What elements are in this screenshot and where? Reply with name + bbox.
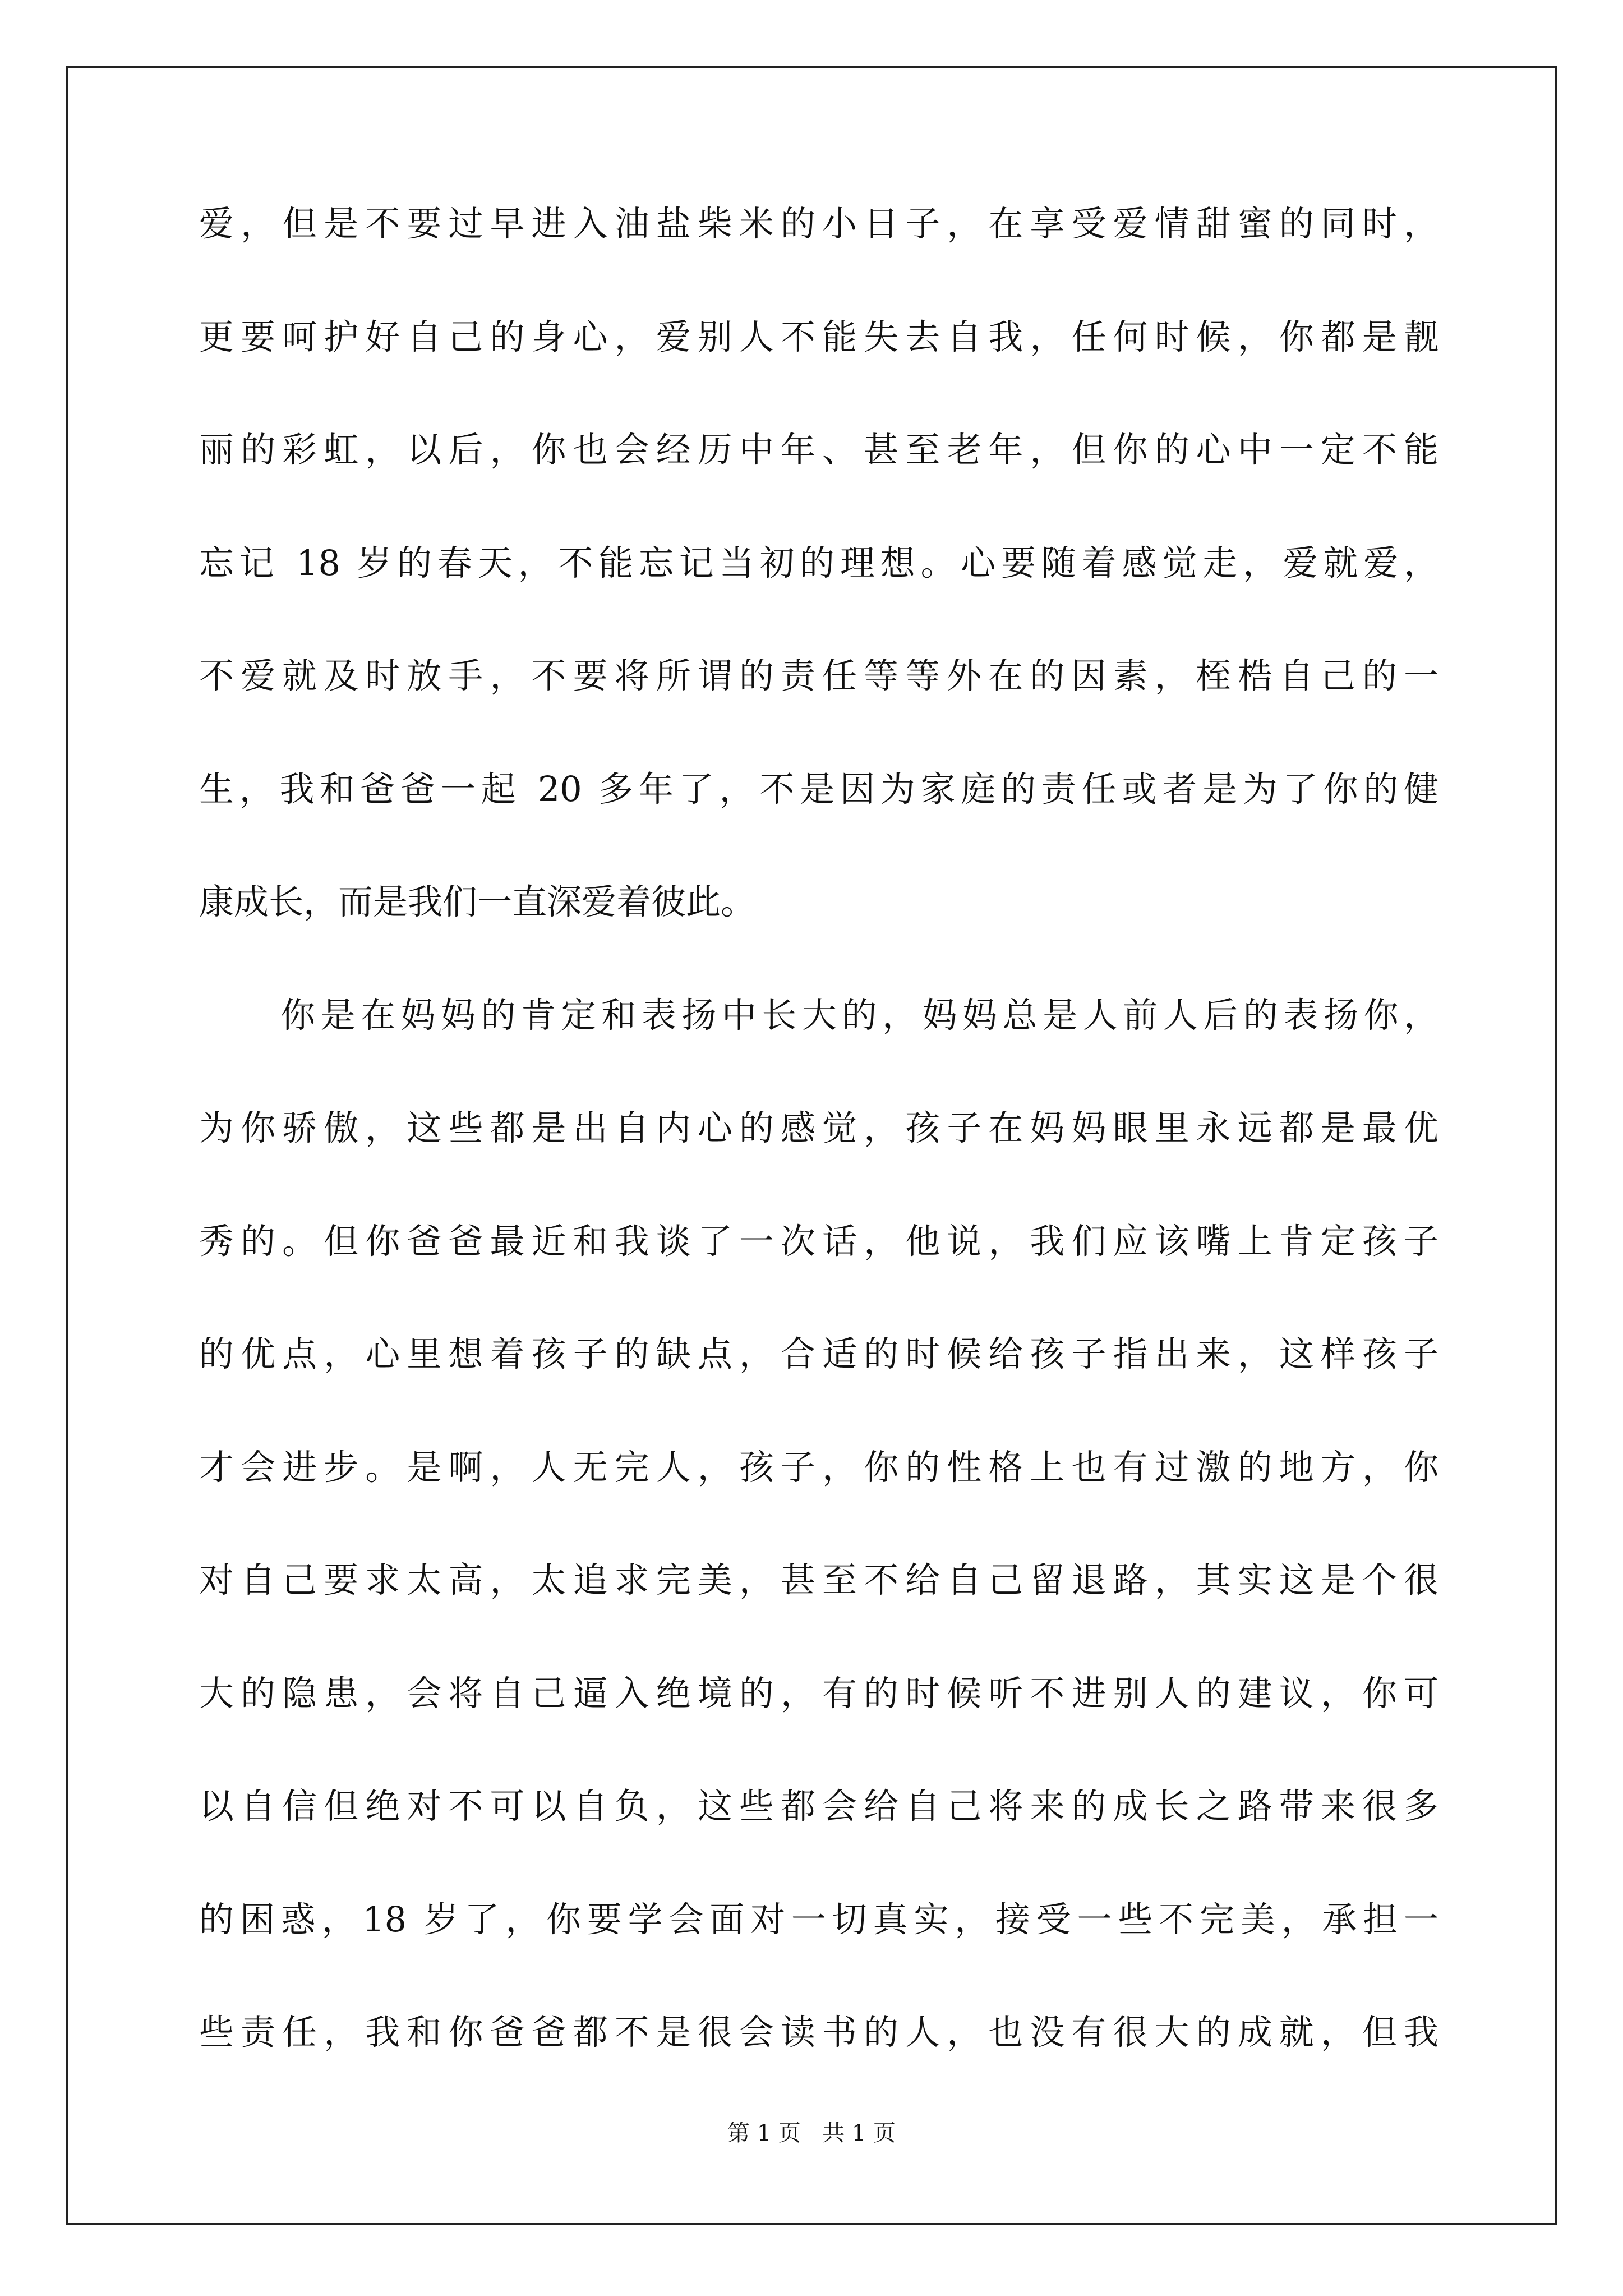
text-line: 的优点，心里想着孩子的缺点，合适的时候给孩子指出来，这样孩子 — [199, 1333, 1438, 1374]
text-line: 你是在妈妈的肯定和表扬中长大的，妈妈总是人前人后的表扬你， — [280, 994, 1438, 1036]
text-line: 更要呵护好自己的身心，爱别人不能失去自我，任何时候，你都是靓 — [199, 316, 1438, 357]
text-line: 丽的彩虹，以后，你也会经历中年、甚至老年，但你的心中一定不能 — [199, 429, 1438, 470]
text-line: 以自信但绝对不可以自负，这些都会给自己将来的成长之路带来很多 — [199, 1786, 1438, 1826]
text-line: 才会进步。是啊，人无完人，孩子，你的性格上也有过激的地方，你 — [199, 1446, 1438, 1488]
text-line: 些责任，我和你爸爸都不是很会读书的人，也没有很大的成就，但我 — [199, 2012, 1438, 2053]
page-total: 共 1 页 — [822, 2120, 896, 2146]
text-line: 的困惑，18 岁了，你要学会面对一切真实，接受一些不完美，承担一 — [199, 1898, 1438, 1940]
text-line: 为你骄傲，这些都是出自内心的感觉，孩子在妈妈眼里永远都是最优 — [199, 1107, 1438, 1148]
text-line: 康成长，而是我们一直深爱着彼此。 — [199, 881, 756, 922]
page-number: 第 1 页 — [727, 2120, 801, 2146]
text-line: 不爱就及时放手，不要将所谓的责任等等外在的因素，桎梏自己的一 — [199, 655, 1438, 696]
text-line: 大的隐患，会将自己逼入绝境的，有的时候听不进别人的建议，你可 — [199, 1672, 1438, 1714]
text-line: 爱，但是不要过早进入油盐柴米的小日子，在享受爱情甜蜜的同时， — [199, 203, 1438, 244]
text-line: 生，我和爸爸一起 20 多年了，不是因为家庭的责任或者是为了你的健 — [199, 768, 1438, 809]
page-footer — [0, 2119, 1623, 2147]
document-body — [199, 203, 1438, 2128]
text-line: 忘记 18 岁的春天，不能忘记当初的理想。心要随着感觉走，爱就爱， — [199, 542, 1438, 583]
text-line: 秀的。但你爸爸最近和我谈了一次话，他说，我们应该嘴上肯定孩子 — [199, 1220, 1438, 1262]
text-line: 对自己要求太高，太追求完美，甚至不给自己留退路，其实这是个很 — [199, 1559, 1438, 1600]
